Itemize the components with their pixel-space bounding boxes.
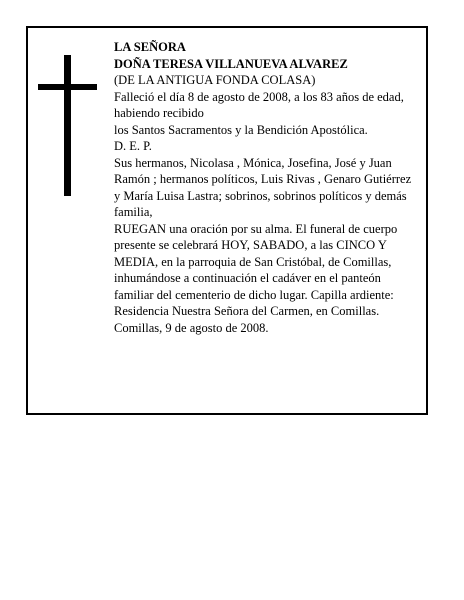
obituary-text (114, 39, 414, 336)
sacraments-statement: los Santos Sacramentos y la Bendición Apostólica. (114, 122, 368, 137)
family-list: Sus hermanos, Nicolasa , Mónica, Josefina, José y Juan Ramón ; hermanos políticos, Luis Rivas , Genaro Gutiérrez y María Luisa Lastra; sobrinos, sobrinos políticos y demás familia, (114, 155, 412, 219)
death-statement: Falleció el día 8 de agosto de 2008, a los 83 años de edad, habiendo recibido (114, 89, 404, 120)
rip-line: D. E. P. (114, 139, 152, 153)
notice-title: LA SEÑORA (114, 40, 186, 54)
funeral-request: RUEGAN una oración por su alma. El funeral de cuerpo presente se celebrará HOY, SABADO, a las CINCO Y MEDIA, en la parroquia de San Cristóbal, de Comillas, inhumándose a continuación el cadáver en el panteón familiar del cementerio de dicho lugar. Capilla ardiente: Residencia Nuestra Señora del Carmen, en Comillas. (114, 221, 398, 318)
cross-icon-horizontal-bar (38, 84, 97, 90)
cross-icon-vertical-bar (64, 55, 71, 196)
notice-subtitle: (DE LA ANTIGUA FONDA COLASA) (114, 73, 316, 87)
deceased-name: DOÑA TERESA VILLANUEVA ALVAREZ (114, 56, 348, 71)
place-and-date: Comillas, 9 de agosto de 2008. (114, 320, 269, 335)
